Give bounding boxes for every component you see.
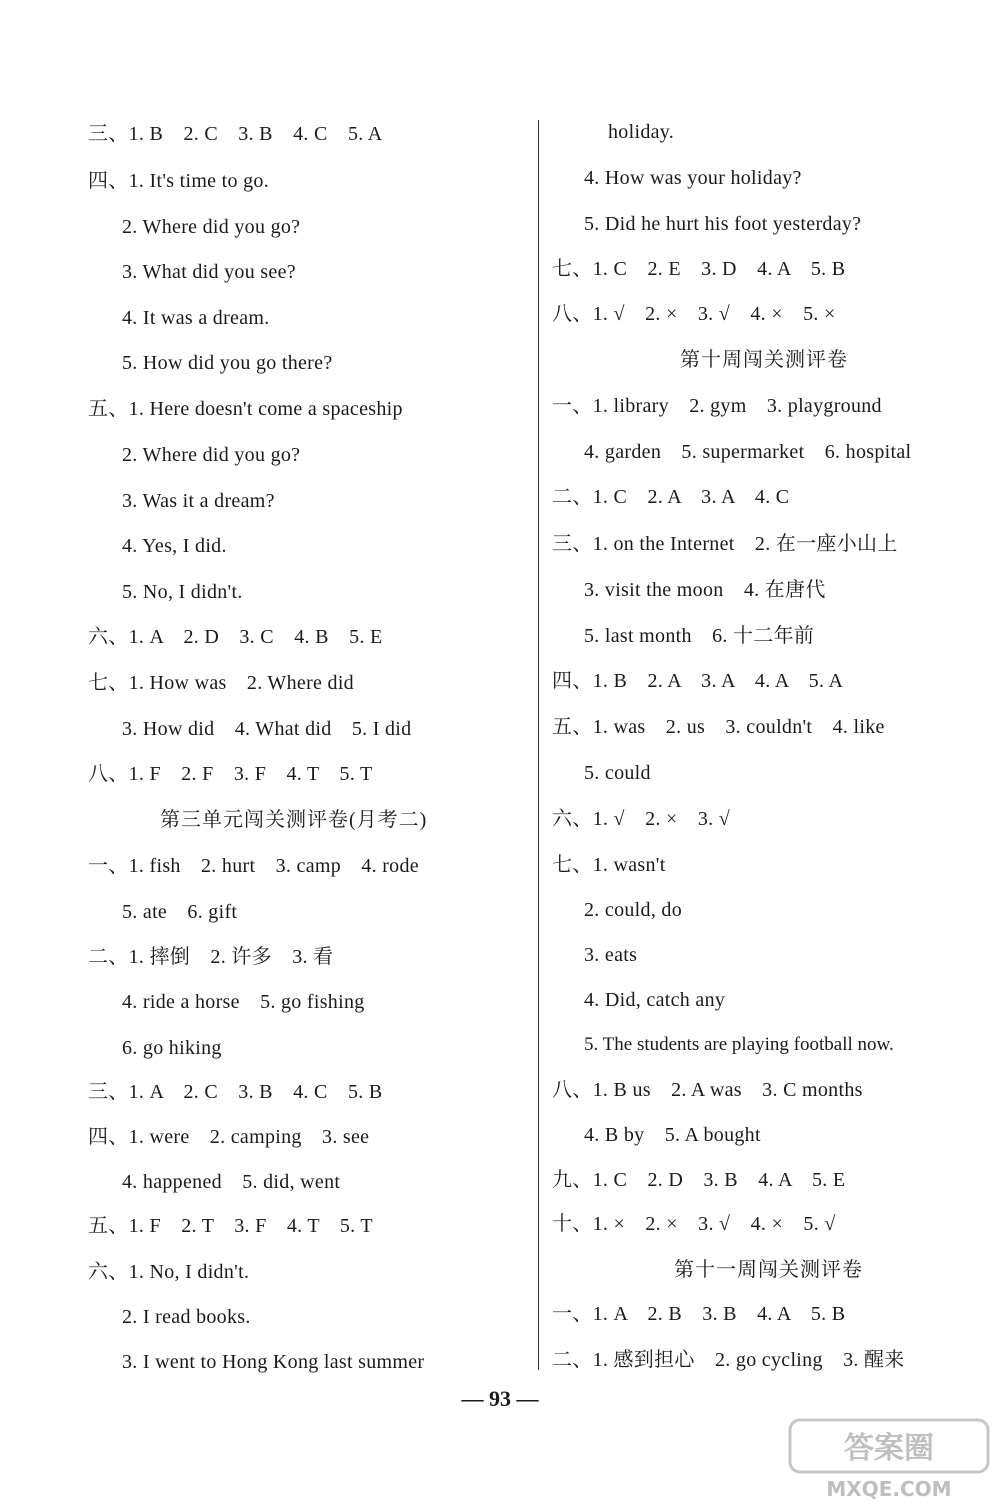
answer-line: 4. Did, catch any bbox=[584, 989, 726, 1011]
answer-line: 5. could bbox=[584, 762, 651, 784]
answer-line: 八、1. F 2. F 3. F 4. T 5. T bbox=[88, 763, 373, 785]
answer-line: 一、1. fish 2. hurt 3. camp 4. rode bbox=[88, 855, 419, 877]
answer-line: 四、1. B 2. A 3. A 4. A 5. A bbox=[552, 670, 844, 692]
answer-line: 六、1. No, I didn't. bbox=[88, 1261, 250, 1283]
answer-line: 3. How did 4. What did 5. I did bbox=[122, 718, 412, 740]
watermark-logo bbox=[784, 1412, 994, 1504]
answer-line: 七、1. C 2. E 3. D 4. A 5. B bbox=[552, 258, 846, 280]
answer-line: 5. How did you go there? bbox=[122, 352, 333, 374]
answer-line: 二、1. 感到担心 2. go cycling 3. 醒来 bbox=[552, 1349, 905, 1371]
answer-line: 3. eats bbox=[584, 944, 638, 966]
answer-line: 4. It was a dream. bbox=[122, 307, 270, 329]
answer-line: 六、1. A 2. D 3. C 4. B 5. E bbox=[88, 626, 383, 648]
column-divider bbox=[538, 120, 539, 1370]
answer-line: 七、1. wasn't bbox=[552, 854, 666, 876]
answer-line: 4. B by 5. A bought bbox=[584, 1124, 761, 1146]
answer-line: 5. Did he hurt his foot yesterday? bbox=[584, 213, 862, 235]
answer-line: 三、1. B 2. C 3. B 4. C 5. A bbox=[88, 123, 383, 145]
section-heading: 第十一周闯关测评卷 bbox=[674, 1259, 863, 1281]
page-number: — 93 — bbox=[461, 1386, 539, 1411]
answer-line: 五、1. F 2. T 3. F 4. T 5. T bbox=[88, 1215, 373, 1237]
answer-line: 4. happened 5. did, went bbox=[122, 1171, 341, 1193]
watermark-url-text: MXQE.COM bbox=[826, 1477, 952, 1501]
answer-line: 5. The students are playing football now. bbox=[584, 1034, 894, 1055]
answer-line: 五、1. was 2. us 3. couldn't 4. like bbox=[552, 716, 885, 738]
answer-line: 4. garden 5. supermarket 6. hospital bbox=[584, 441, 912, 463]
answer-line: 一、1. A 2. B 3. B 4. A 5. B bbox=[552, 1303, 846, 1325]
answer-line: 4. How was your holiday? bbox=[584, 167, 802, 189]
answer-line: holiday. bbox=[608, 121, 675, 143]
answer-line: 三、1. A 2. C 3. B 4. C 5. B bbox=[88, 1081, 383, 1103]
answer-line: 八、1. B us 2. A was 3. C months bbox=[552, 1079, 863, 1101]
answer-line: 四、1. were 2. camping 3. see bbox=[88, 1126, 370, 1148]
answer-line: 4. ride a horse 5. go fishing bbox=[122, 991, 365, 1013]
answer-line: 5. last month 6. 十二年前 bbox=[584, 625, 815, 647]
watermark-main-text: 答案圈 bbox=[844, 1431, 934, 1466]
answer-line: 十、1. × 2. × 3. √ 4. × 5. √ bbox=[552, 1213, 836, 1235]
answer-line: 2. Where did you go? bbox=[122, 444, 301, 466]
answer-line: 3. visit the moon 4. 在唐代 bbox=[584, 579, 826, 601]
answer-line: 八、1. √ 2. × 3. √ 4. × 5. × bbox=[552, 303, 836, 325]
answer-line: 5. No, I didn't. bbox=[122, 581, 243, 603]
answer-line: 3. Was it a dream? bbox=[122, 490, 275, 512]
answer-line: 三、1. on the Internet 2. 在一座小山上 bbox=[552, 533, 898, 555]
answer-line: 3. I went to Hong Kong last summer bbox=[122, 1351, 425, 1373]
answer-line: 一、1. library 2. gym 3. playground bbox=[552, 395, 882, 417]
answer-line: 4. Yes, I did. bbox=[122, 535, 227, 557]
answer-line: 5. ate 6. gift bbox=[122, 901, 238, 923]
answer-line: 6. go hiking bbox=[122, 1037, 222, 1059]
answer-line: 四、1. It's time to go. bbox=[88, 170, 270, 192]
answer-line: 3. What did you see? bbox=[122, 261, 296, 283]
answer-line: 2. could, do bbox=[584, 899, 683, 921]
section-heading: 第十周闯关测评卷 bbox=[680, 349, 848, 371]
answer-line: 六、1. √ 2. × 3. √ bbox=[552, 808, 731, 830]
answer-line: 二、1. 摔倒 2. 许多 3. 看 bbox=[88, 946, 334, 968]
answer-line: 二、1. C 2. A 3. A 4. C bbox=[552, 486, 790, 508]
answer-line: 2. I read books. bbox=[122, 1306, 251, 1328]
answer-line: 九、1. C 2. D 3. B 4. A 5. E bbox=[552, 1169, 846, 1191]
answer-line: 五、1. Here doesn't come a spaceship bbox=[88, 398, 403, 420]
answer-line: 2. Where did you go? bbox=[122, 216, 301, 238]
section-heading: 第三单元闯关测评卷(月考二) bbox=[160, 809, 428, 831]
answer-line: 七、1. How was 2. Where did bbox=[88, 672, 354, 694]
